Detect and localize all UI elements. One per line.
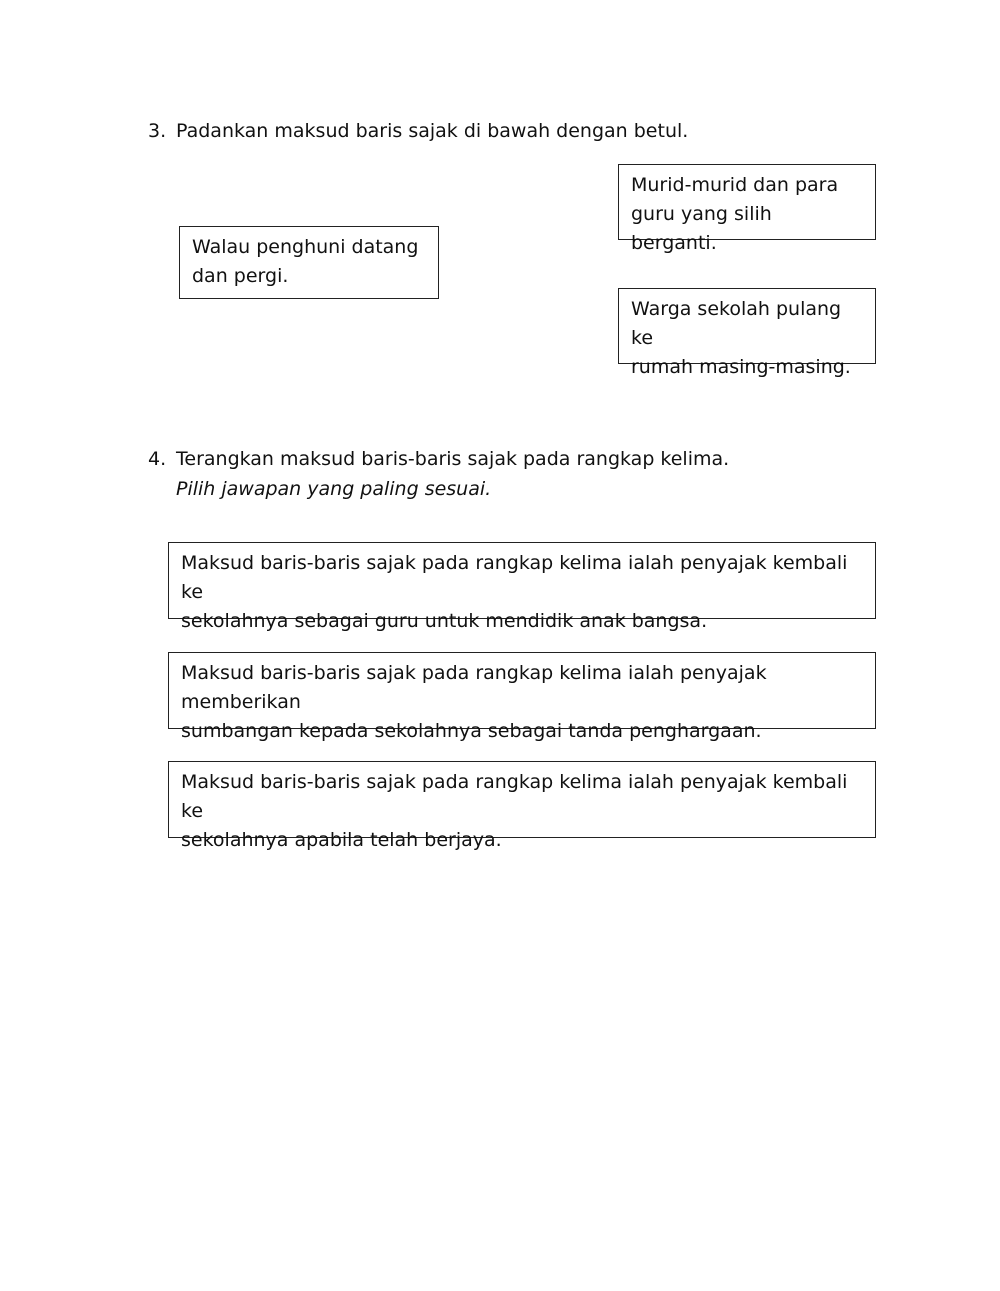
question-3-number: 3.: [148, 120, 167, 142]
answer-option-line: Maksud baris-baris sajak pada rangkap kelima ialah penyajak kembali ke: [181, 771, 848, 822]
match-source-item[interactable]: [179, 226, 439, 299]
match-option-line: Murid-murid dan para: [631, 174, 839, 196]
answer-option-2[interactable]: [168, 652, 876, 742]
match-option-line: Warga sekolah pulang ke: [631, 298, 842, 349]
question-4-number: 4.: [148, 448, 167, 470]
match-option-line: guru yang silih berganti.: [631, 203, 772, 254]
answer-option-3[interactable]: [168, 761, 876, 851]
answer-option-line: sumbangan kepada sekolahnya sebagai tanda penghargaan.: [181, 720, 762, 742]
question-4-instruction: Pilih jawapan yang paling sesuai.: [176, 478, 492, 500]
answer-option-line: sekolahnya sebagai guru untuk mendidik anak bangsa.: [181, 610, 708, 632]
answer-option-line: sekolahnya apabila telah berjaya.: [181, 829, 502, 851]
question-3-prompt: [148, 116, 688, 146]
question-3-text: Padankan maksud baris sajak di bawah dengan betul.: [176, 120, 689, 142]
question-4-prompt: [148, 444, 729, 474]
match-source-line: dan pergi.: [192, 265, 289, 287]
question-4-text: Terangkan maksud baris-baris sajak pada rangkap kelima.: [176, 448, 730, 470]
answer-option-line: Maksud baris-baris sajak pada rangkap kelima ialah penyajak kembali ke: [181, 552, 848, 603]
answer-option-1[interactable]: [168, 542, 876, 632]
match-option-pulang[interactable]: [618, 288, 876, 378]
match-source-line: Walau penghuni datang: [192, 236, 419, 258]
answer-option-line: Maksud baris-baris sajak pada rangkap kelima ialah penyajak memberikan: [181, 662, 767, 713]
match-option-line: rumah masing-masing.: [631, 356, 851, 378]
match-option-silih-berganti[interactable]: [618, 164, 876, 254]
